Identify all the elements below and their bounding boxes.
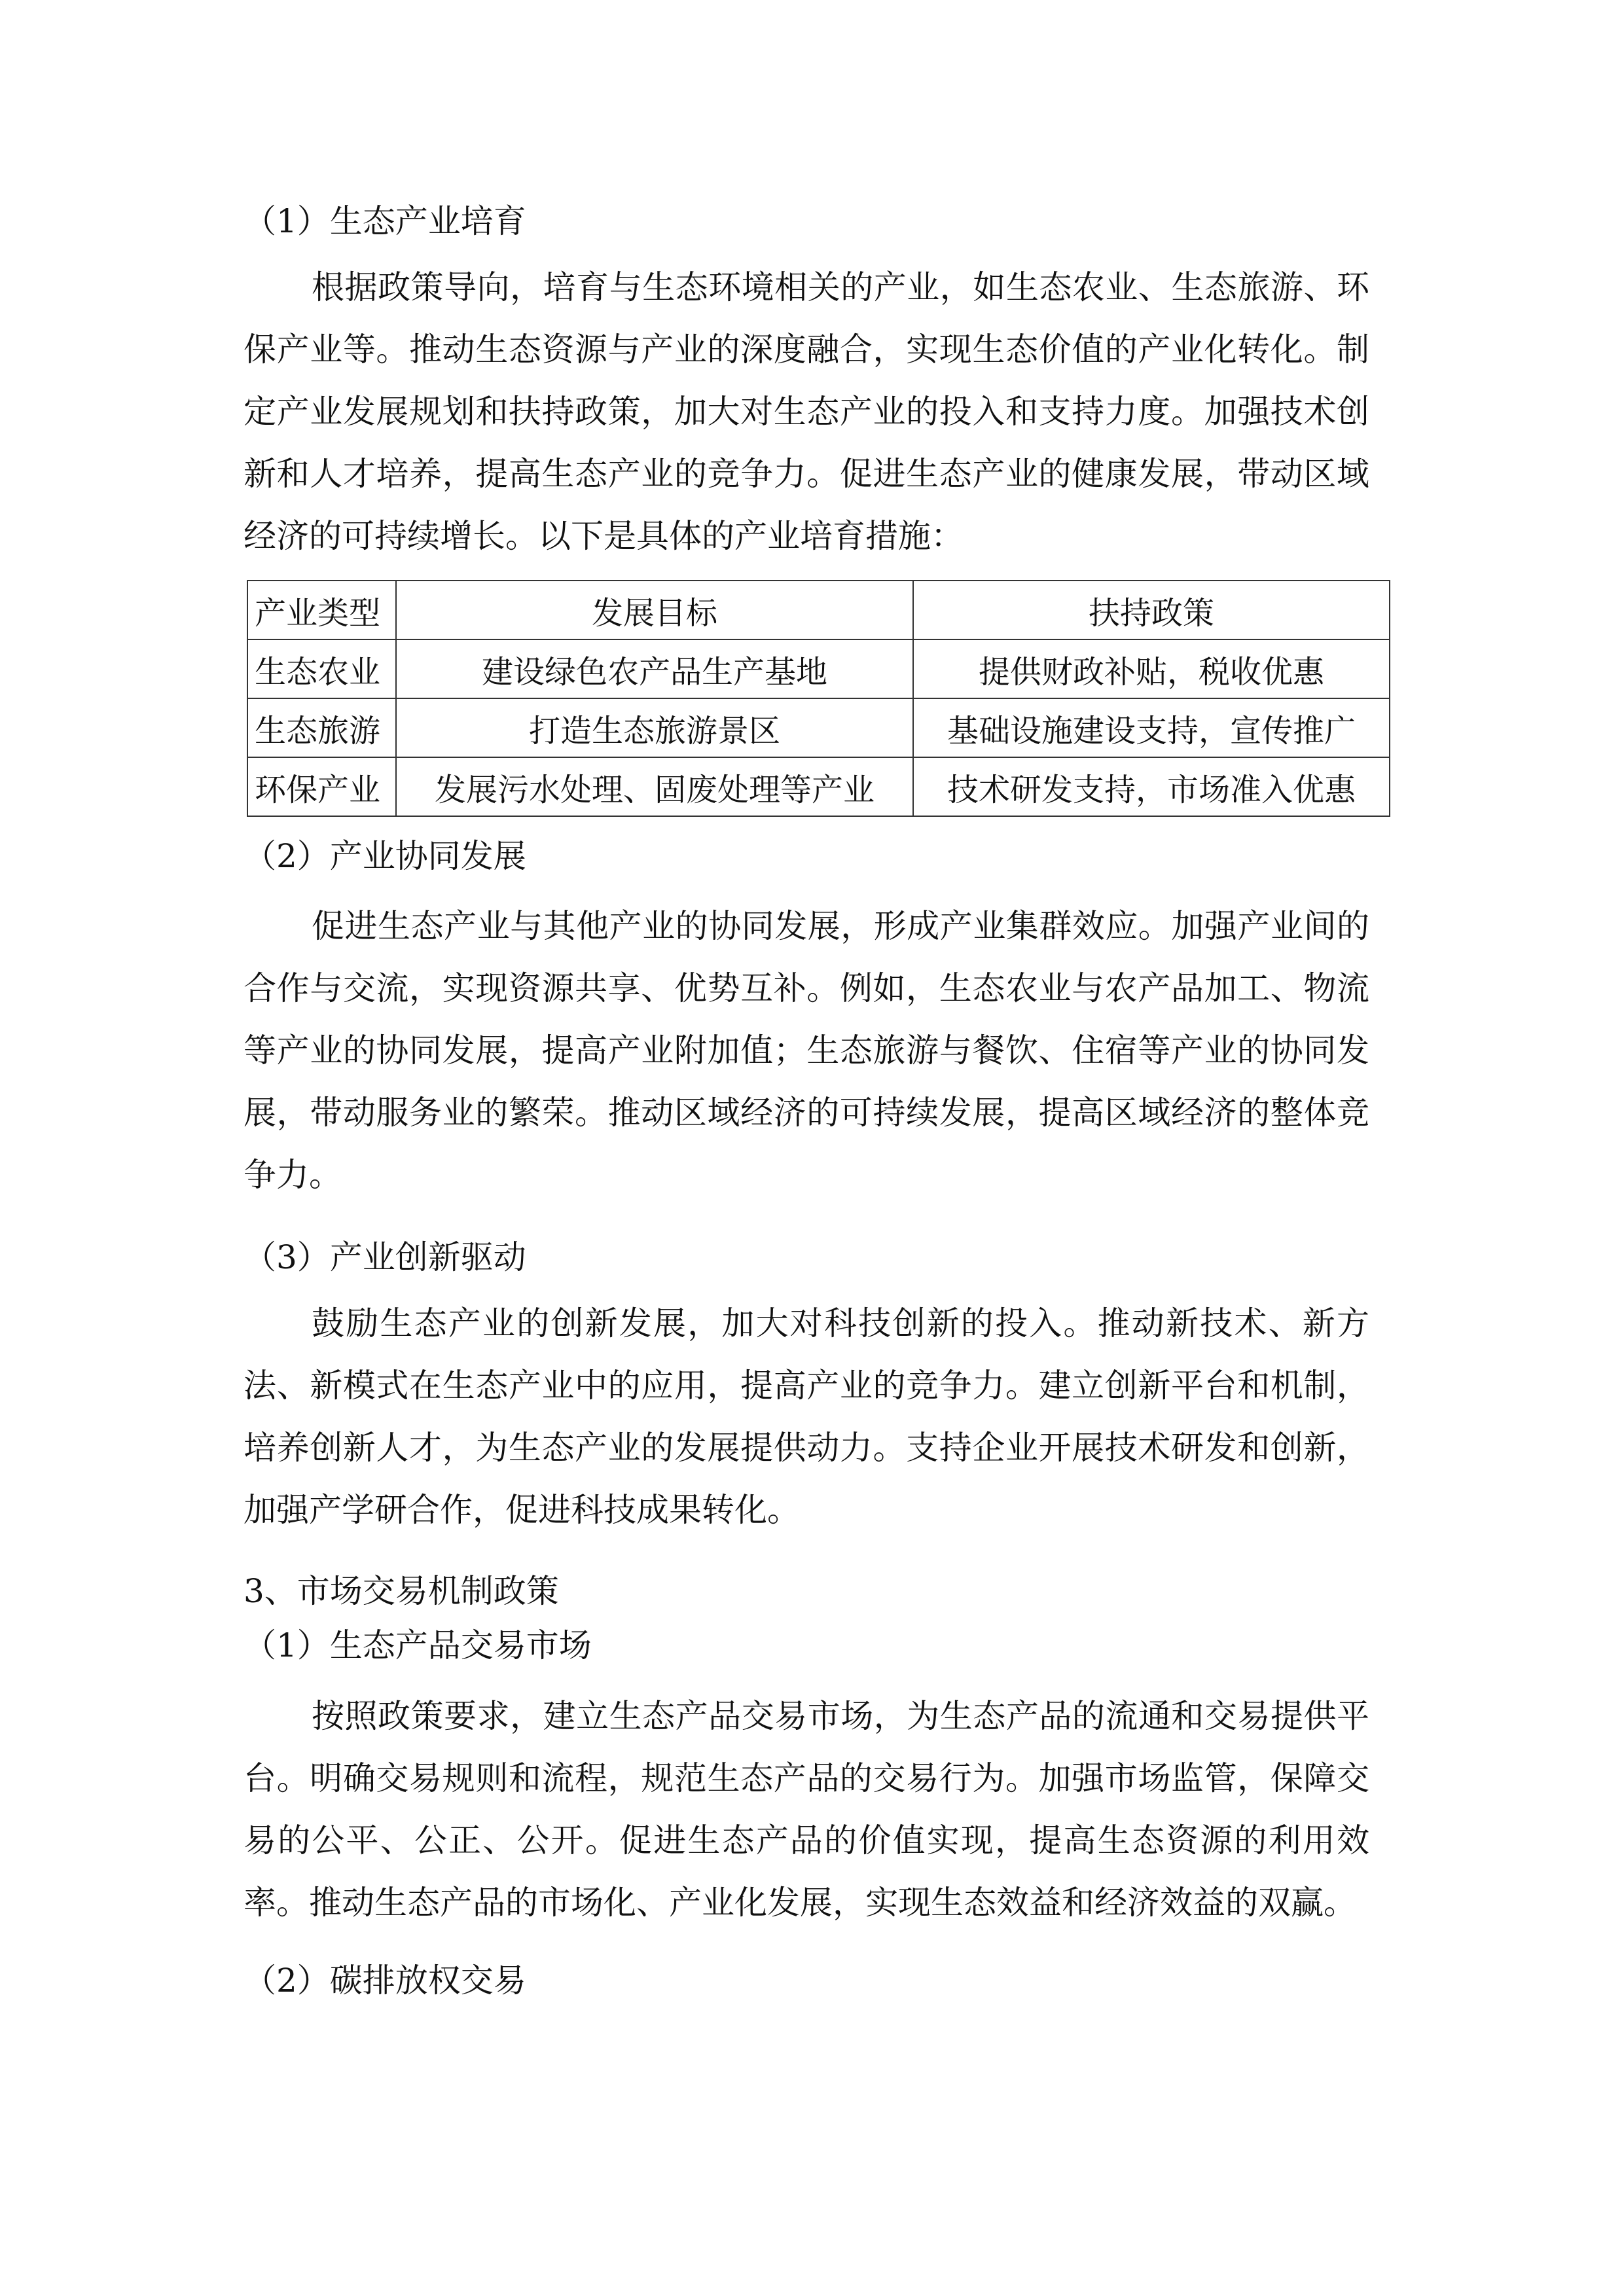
heading-eco-industry-cultivation: （1）生态产业培育 xyxy=(244,202,526,240)
table-cell: 生态旅游 xyxy=(247,698,396,757)
paragraph-eco-industry-cultivation: 根据政策导向，培育与生态环境相关的产业，如生态农业、生态旅游、环保产业等。推动生态资源与产业的深度融合，实现生态价值的产业化转化。制定产业发展规划和扶持政策，加大对生态产业的投入和支持力度。加强技术创新和人才培养，提高生态产业的竞争力。促进生态产业的健康发展，带动区域经济的可持续增长。以下是具体的产业培育措施： xyxy=(244,268,1369,555)
table-cell: 发展污水处理、固废处理等产业 xyxy=(396,757,913,816)
heading-market-trading-policy: 3、市场交易机制政策 xyxy=(244,1572,559,1610)
table-row xyxy=(247,698,1390,757)
table-row xyxy=(247,639,1390,698)
table-cell: 打造生态旅游景区 xyxy=(396,698,913,757)
table-cell: 基础设施建设支持，宣传推广 xyxy=(913,698,1390,757)
heading-carbon-trading: （2）碳排放权交易 xyxy=(244,1962,526,2000)
table-cell: 技术研发支持，市场准入优惠 xyxy=(913,757,1390,816)
table-cell: 环保产业 xyxy=(247,757,396,816)
table-row xyxy=(247,757,1390,816)
paragraph-eco-product-market: 按照政策要求，建立生态产品交易市场，为生态产品的流通和交易提供平台。明确交易规则和流程，规范生态产品的交易行为。加强市场监管，保障交易的公平、公正、公开。促进生态产品的价值实现，提高生态资源的利用效率。推动生态产品的市场化、产业化发展，实现生态效益和经济效益的双赢。 xyxy=(244,1697,1369,1922)
table-header-row xyxy=(247,581,1390,639)
industry-measures-table xyxy=(247,580,1390,817)
heading-eco-product-market: （1）生态产品交易市场 xyxy=(244,1626,592,1664)
table-cell: 提供财政补贴，税收优惠 xyxy=(913,639,1390,698)
header-cell: 扶持政策 xyxy=(913,581,1390,639)
header-cell: 发展目标 xyxy=(396,581,913,639)
heading-industry-synergy: （2）产业协同发展 xyxy=(244,837,526,875)
table-cell: 建设绿色农产品生产基地 xyxy=(396,639,913,698)
heading-industry-innovation: （3）产业创新驱动 xyxy=(244,1238,526,1276)
paragraph-industry-innovation: 鼓励生态产业的创新发展，加大对科技创新的投入。推动新技术、新方法、新模式在生态产业中的应用，提高产业的竞争力。建立创新平台和机制，培养创新人才，为生态产业的发展提供动力。支持企业开展技术研发和创新，加强产学研合作，促进科技成果转化。 xyxy=(244,1304,1369,1529)
paragraph-industry-synergy: 促进生态产业与其他产业的协同发展，形成产业集群效应。加强产业间的合作与交流，实现资源共享、优势互补。例如，生态农业与农产品加工、物流等产业的协同发展，提高产业附加值；生态旅游与餐饮、住宿等产业的协同发展，带动服务业的繁荣。推动区域经济的可持续发展，提高区域经济的整体竞争力。 xyxy=(244,907,1369,1194)
header-cell: 产业类型 xyxy=(247,581,396,639)
table-cell: 生态农业 xyxy=(247,639,396,698)
